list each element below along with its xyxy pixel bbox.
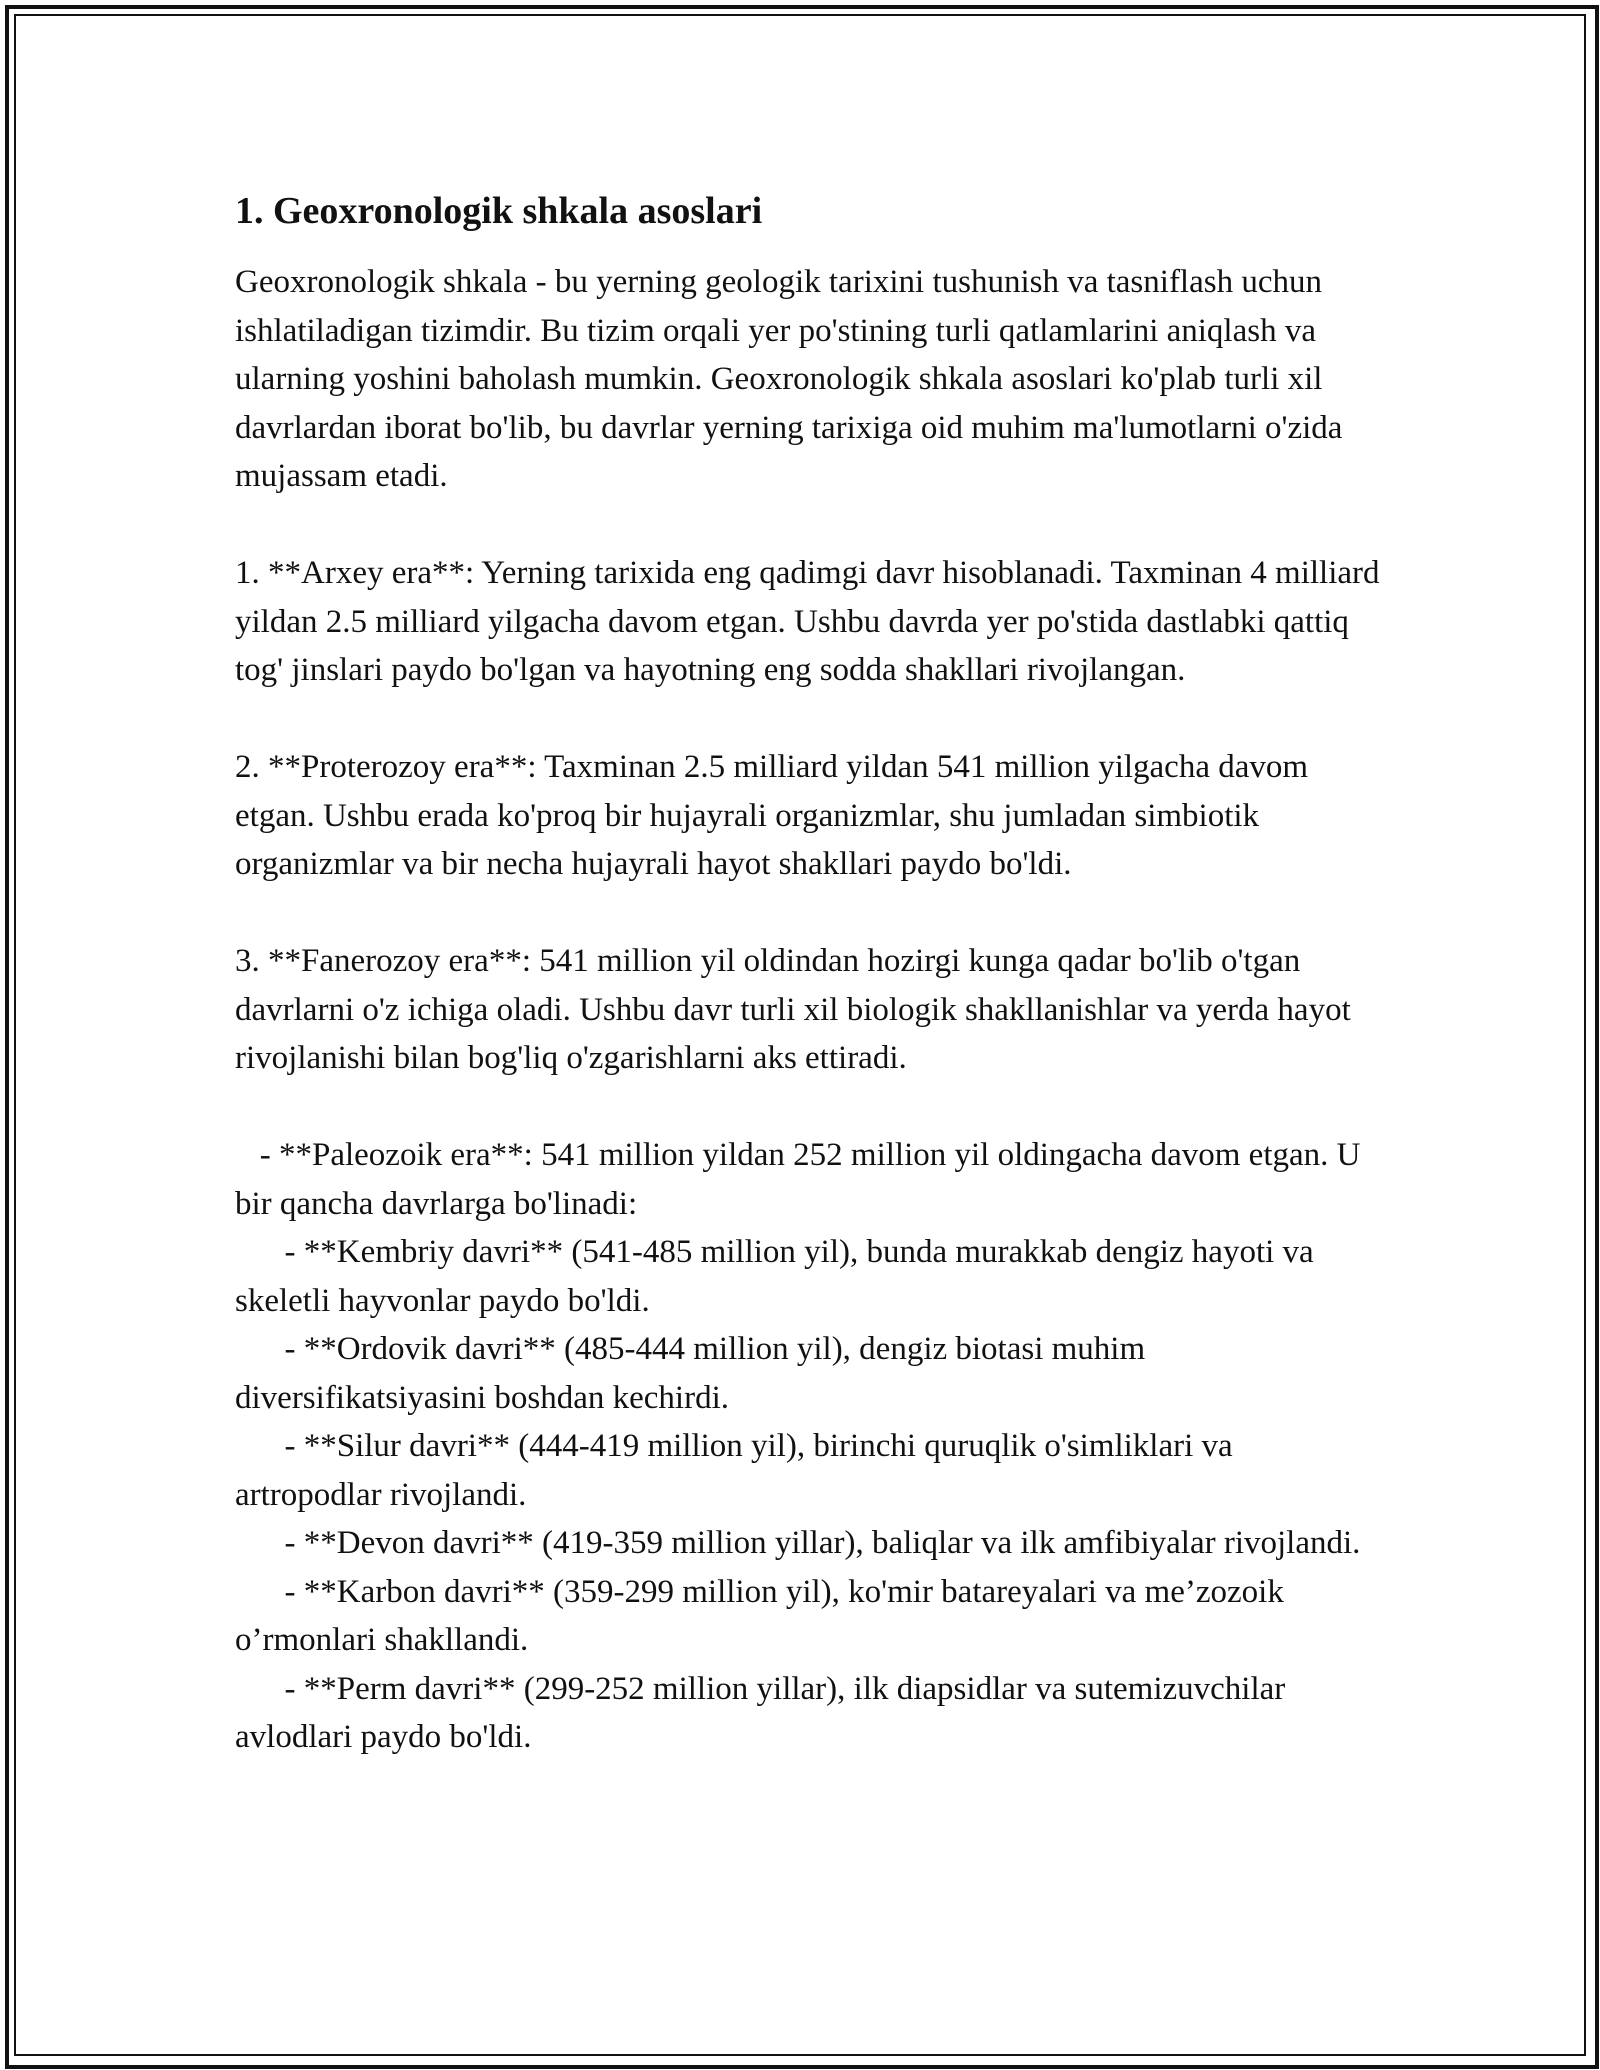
section-heading: 1. Geoxronologik shkala asoslari <box>235 190 763 232</box>
list-item-proterozoy: 2. **Proterozoy era**: Taxminan 2.5 milliard yildan 541 million yilgacha davom etgan. Ushbu erada ko'proq bir hujayrali organizmlar, shu jumladan simbiotik organizmlar va bir necha hujayrali hayot shakllari paydo bo'ldi. <box>235 749 1309 882</box>
document-body <box>235 186 1380 1762</box>
period-text: - **Devon davri** (419-359 million yillar), baliqlar va ilk amfibiyalar rivojlandi. <box>284 1525 1361 1561</box>
period-text: - **Perm davri** (299-252 million yillar), ilk diapsidlar va sutemizuvchilar avlodlari paydo bo'ldi. <box>235 1670 1286 1755</box>
period-item-silur <box>235 1422 1380 1519</box>
paleozoic-paragraph <box>235 1131 1380 1228</box>
period-item-ordovik <box>235 1325 1380 1422</box>
period-item-perm <box>235 1665 1380 1762</box>
period-item-devon <box>235 1519 1380 1568</box>
period-item-karbon <box>235 1568 1380 1665</box>
paleozoic-text: - **Paleozoik era**: 541 million yildan 252 million yil oldingacha davom etgan. U bir qancha davrlarga bo'linadi: <box>235 1137 1361 1222</box>
period-item-kembriy <box>235 1228 1380 1325</box>
intro-paragraph: Geoxronologik shkala - bu yerning geologik tarixini tushunish va tasniflash uchun ishlatiladigan tizimdir. Bu tizim orqali yer po'stining turli qatlamlarini aniqlash va ularning yoshini baholash mumkin. Geoxronologik shkala asoslari ko'plab turli xil davrlardan iborat bo'lib, bu davrlar yerning tarixiga oid muhim ma'lumotlarni o'zida mujassam etadi. <box>235 264 1343 494</box>
period-text: - **Kembriy davri** (541-485 million yil), bunda murakkab dengiz hayoti va skeletli hayvonlar paydo bo'ldi. <box>235 1234 1314 1319</box>
period-text: - **Karbon davri** (359-299 million yil), ko'mir batareyalari va me’zozoik o’rmonlari shakllandi. <box>235 1573 1284 1658</box>
paleozoic-section <box>235 1131 1380 1762</box>
list-item-fanerozoy: 3. **Fanerozoy era**: 541 million yil oldindan hozirgi kunga qadar bo'lib o'tgan davrlarni o'z ichiga oladi. Ushbu davr turli xil biologik shakllanishlar va yerda hayot rivojlanishi bilan bog'liq o'zgarishlarni aks ettiradi. <box>235 943 1351 1076</box>
list-item-arxey: 1. **Arxey era**: Yerning tarixida eng qadimgi davr hisoblanadi. Taxminan 4 milliard yildan 2.5 milliard yilgacha davom etgan. Ushbu davrda yer po'stida dastlabki qattiq tog' jinslari paydo bo'lgan va hayotning eng sodda shakllari rivojlangan. <box>235 555 1380 688</box>
period-text: - **Silur davri** (444-419 million yil), birinchi quruqlik o'simliklari va artropodlar rivojlandi. <box>235 1428 1233 1513</box>
period-text: - **Ordovik davri** (485-444 million yil), dengiz biotasi muhim diversifikatsiyasini boshdan kechirdi. <box>235 1331 1146 1416</box>
